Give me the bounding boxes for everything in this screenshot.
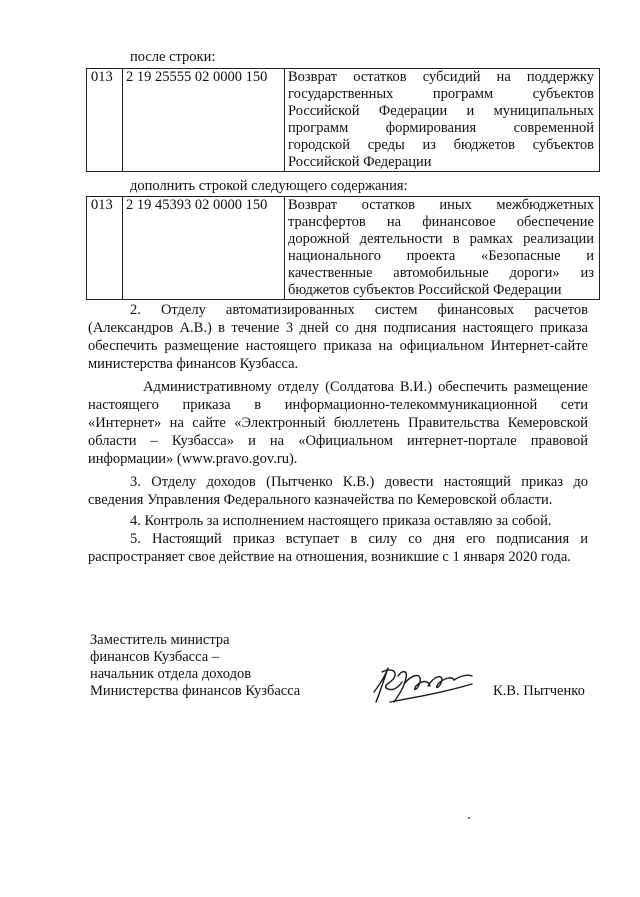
paragraph-line: министерства финансов Кузбасса. bbox=[88, 356, 299, 372]
paragraph-admin bbox=[88, 378, 588, 468]
paragraph-line: сведения Управления Федерального казначейства по Кемеровской области. bbox=[88, 492, 553, 508]
paragraph-line: 3. Отделу доходов (Пытченко К.В.) довести настоящий приказ до bbox=[130, 474, 588, 490]
description-line: Российской Федерации и муниципальных bbox=[288, 103, 594, 119]
scan-speck bbox=[468, 817, 470, 819]
kbk-code-cell: 2 19 25555 02 0000 150 bbox=[123, 69, 285, 172]
position-line: финансов Кузбасса – bbox=[90, 649, 219, 665]
signatory-position bbox=[90, 632, 300, 700]
kbk-code-cell: 2 19 45393 02 0000 150 bbox=[123, 197, 285, 300]
paragraph-line: распространяет свое действие на отношения, возникшие с 1 января 2020 года. bbox=[88, 549, 571, 565]
description-line: Российской Федерации bbox=[288, 154, 432, 170]
description-line: городской среды из бюджетов субъектов bbox=[288, 137, 594, 153]
paragraph-line: Административному отделу (Солдатова В.И.) обеспечить размещение bbox=[143, 379, 588, 395]
description-line: программ формирования современной bbox=[288, 120, 594, 136]
paragraph-2 bbox=[88, 301, 588, 373]
intro-after-line: после строки: bbox=[130, 49, 216, 65]
paragraph-line: «Интернет» на сайте «Электронный бюллетень Правительства Кемеровской bbox=[88, 415, 588, 431]
description-line: трансфертов на финансовое обеспечение bbox=[288, 214, 594, 230]
description-line: качественные автомобильные дороги» из bbox=[288, 265, 594, 281]
table-row bbox=[87, 197, 600, 300]
position-line: Заместитель министра bbox=[90, 632, 230, 648]
signatory-name: К.В. Пытченко bbox=[493, 683, 585, 699]
paragraph-line: обеспечить размещение настоящего приказа на официальном Интернет-сайте bbox=[88, 338, 588, 354]
kbk-table-existing-row bbox=[86, 68, 600, 172]
position-line: начальник отдела доходов bbox=[90, 666, 252, 682]
paragraph-line: области – Кузбасса» и на «Официальном интернет-портале правовой bbox=[88, 433, 588, 449]
paragraph-3 bbox=[88, 473, 588, 509]
kbk-description-cell bbox=[285, 69, 600, 172]
ministry-code-cell: 013 bbox=[87, 69, 123, 172]
paragraph-5 bbox=[88, 530, 588, 566]
description-line: национального проекта «Безопасные и bbox=[288, 248, 594, 264]
paragraph-line: 5. Настоящий приказ вступает в силу со дня его подписания и bbox=[130, 531, 588, 547]
paragraph-line: 2. Отделу автоматизированных систем финансовых расчетов bbox=[130, 302, 588, 318]
description-line: Возврат остатков субсидий на поддержку bbox=[288, 69, 594, 85]
intro-add-line: дополнить строкой следующего содержания: bbox=[130, 178, 408, 194]
paragraph-line: (Александров А.В.) в течение 3 дней со дня подписания настоящего приказа bbox=[88, 320, 588, 336]
description-line: Возврат остатков иных межбюджетных bbox=[288, 197, 594, 213]
table-row bbox=[87, 69, 600, 172]
description-line: бюджетов субъектов Российской Федерации bbox=[288, 282, 562, 298]
paragraph-line: 4. Контроль за исполнением настоящего приказа оставляю за собой. bbox=[130, 513, 552, 529]
ministry-code-cell: 013 bbox=[87, 197, 123, 300]
paragraph-line: настоящего приказа в информационно-телекоммуникационной сети bbox=[88, 397, 588, 413]
paragraph-4 bbox=[88, 512, 588, 530]
description-line: дорожной деятельности в рамках реализации bbox=[288, 231, 594, 247]
paragraph-line: информации» (www.pravo.gov.ru). bbox=[88, 451, 298, 467]
handwritten-signature bbox=[368, 662, 478, 712]
kbk-description-cell bbox=[285, 197, 600, 300]
kbk-table-new-row bbox=[86, 196, 600, 300]
description-line: государственных программ субъектов bbox=[288, 86, 594, 102]
position-line: Министерства финансов Кузбасса bbox=[90, 683, 301, 699]
